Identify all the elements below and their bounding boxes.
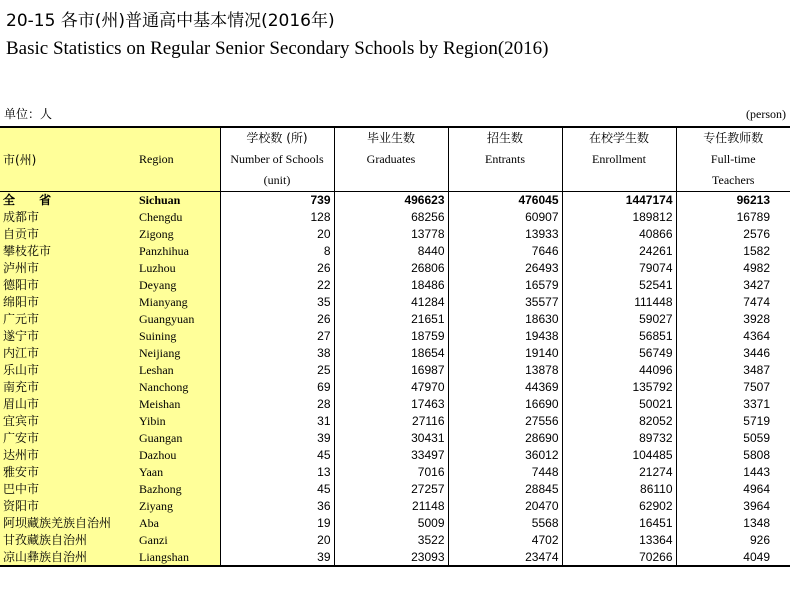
cell-entrants: 20470 (448, 498, 562, 515)
cell-teachers: 4964 (676, 481, 790, 498)
cell-schools: 26 (220, 311, 334, 328)
cell-teachers: 3487 (676, 362, 790, 379)
cell-graduates: 27116 (334, 413, 448, 430)
cell-teachers: 3928 (676, 311, 790, 328)
table-row (0, 328, 790, 345)
cell-enrollment: 44096 (562, 362, 676, 379)
cell-schools: 22 (220, 277, 334, 294)
cell-entrants: 27556 (448, 413, 562, 430)
cell-entrants: 16579 (448, 277, 562, 294)
header-schools-unit: (unit) (263, 173, 291, 187)
table-row (0, 549, 790, 566)
cell-region-en: Leshan (136, 362, 220, 379)
cell-enrollment: 56851 (562, 328, 676, 345)
table-row (0, 226, 790, 243)
table-row (0, 379, 790, 396)
header-teachers-en2: Teachers (712, 173, 755, 187)
cell-graduates: 5009 (334, 515, 448, 532)
cell-entrants: 28690 (448, 430, 562, 447)
cell-schools: 45 (220, 447, 334, 464)
cell-entrants: 16690 (448, 396, 562, 413)
cell-city-cn: 遂宁市 (0, 328, 136, 345)
cell-city-cn: 德阳市 (0, 277, 136, 294)
unit-label-en: (person) (746, 107, 786, 121)
cell-region-en: Bazhong (136, 481, 220, 498)
cell-enrollment: 16451 (562, 515, 676, 532)
cell-enrollment: 40866 (562, 226, 676, 243)
cell-region-en: Aba (136, 515, 220, 532)
table-row (0, 209, 790, 226)
cell-enrollment: 56749 (562, 345, 676, 362)
cell-entrants: 13878 (448, 362, 562, 379)
cell-teachers: 5719 (676, 413, 790, 430)
cell-entrants: 7448 (448, 464, 562, 481)
table-row (0, 362, 790, 379)
cell-region-en: Panzhihua (136, 243, 220, 260)
cell-city-cn: 南充市 (0, 379, 136, 396)
cell-graduates: 18486 (334, 277, 448, 294)
cell-enrollment: 59027 (562, 311, 676, 328)
cell-region-en: Ziyang (136, 498, 220, 515)
cell-graduates: 23093 (334, 549, 448, 566)
header-enrollment-en: Enrollment (592, 152, 646, 166)
cell-enrollment: 189812 (562, 209, 676, 226)
cell-graduates: 7016 (334, 464, 448, 481)
table-row (0, 311, 790, 328)
cell-enrollment: 70266 (562, 549, 676, 566)
cell-schools: 25 (220, 362, 334, 379)
cell-region-en: Liangshan (136, 549, 220, 566)
cell-teachers: 16789 (676, 209, 790, 226)
cell-city-cn: 凉山彝族自治州 (0, 549, 136, 566)
cell-schools: 13 (220, 464, 334, 481)
cell-teachers: 3964 (676, 498, 790, 515)
cell-schools: 31 (220, 413, 334, 430)
table-row (0, 277, 790, 294)
header-schools-en: Number of Schools (230, 152, 324, 166)
table-row (0, 260, 790, 277)
cell-city-cn: 宜宾市 (0, 413, 136, 430)
cell-region-en: Yaan (136, 464, 220, 481)
table-body (0, 192, 790, 566)
cell-teachers: 5059 (676, 430, 790, 447)
cell-schools: 19 (220, 515, 334, 532)
table-row (0, 498, 790, 515)
table-header (0, 127, 790, 192)
cell-schools: 28 (220, 396, 334, 413)
cell-schools: 45 (220, 481, 334, 498)
cell-graduates: 21148 (334, 498, 448, 515)
cell-graduates: 33497 (334, 447, 448, 464)
table-row (0, 481, 790, 498)
cell-teachers: 4982 (676, 260, 790, 277)
cell-city-cn: 全 省 (0, 192, 136, 209)
cell-teachers: 1443 (676, 464, 790, 481)
cell-city-cn: 成都市 (0, 209, 136, 226)
cell-schools: 8 (220, 243, 334, 260)
cell-graduates: 17463 (334, 396, 448, 413)
cell-schools: 20 (220, 226, 334, 243)
cell-schools: 69 (220, 379, 334, 396)
cell-entrants: 28845 (448, 481, 562, 498)
cell-graduates: 41284 (334, 294, 448, 311)
table-row (0, 396, 790, 413)
cell-region-en: Yibin (136, 413, 220, 430)
cell-region-en: Chengdu (136, 209, 220, 226)
cell-enrollment: 111448 (562, 294, 676, 311)
cell-entrants: 19140 (448, 345, 562, 362)
cell-enrollment: 82052 (562, 413, 676, 430)
cell-entrants: 23474 (448, 549, 562, 566)
cell-city-cn: 广安市 (0, 430, 136, 447)
cell-teachers: 1348 (676, 515, 790, 532)
header-schools (220, 127, 334, 192)
cell-enrollment: 86110 (562, 481, 676, 498)
header-entrants-en: Entrants (485, 152, 525, 166)
cell-schools: 35 (220, 294, 334, 311)
cell-schools: 39 (220, 549, 334, 566)
cell-graduates: 27257 (334, 481, 448, 498)
cell-teachers: 96213 (676, 192, 790, 209)
table-row (0, 532, 790, 549)
cell-schools: 739 (220, 192, 334, 209)
cell-teachers: 3446 (676, 345, 790, 362)
header-teachers-en1: Full-time (710, 152, 756, 166)
cell-region-en: Nanchong (136, 379, 220, 396)
cell-city-cn: 泸州市 (0, 260, 136, 277)
cell-city-cn: 自贡市 (0, 226, 136, 243)
cell-region-en: Luzhou (136, 260, 220, 277)
cell-entrants: 13933 (448, 226, 562, 243)
header-entrants (448, 127, 562, 192)
cell-schools: 27 (220, 328, 334, 345)
table-row-total (0, 192, 790, 209)
cell-teachers: 1582 (676, 243, 790, 260)
cell-entrants: 7646 (448, 243, 562, 260)
cell-entrants: 5568 (448, 515, 562, 532)
table-row (0, 430, 790, 447)
cell-teachers: 926 (676, 532, 790, 549)
cell-graduates: 18759 (334, 328, 448, 345)
cell-teachers: 5808 (676, 447, 790, 464)
cell-teachers: 4364 (676, 328, 790, 345)
cell-city-cn: 乐山市 (0, 362, 136, 379)
cell-graduates: 68256 (334, 209, 448, 226)
table-row (0, 345, 790, 362)
cell-city-cn: 资阳市 (0, 498, 136, 515)
table-row (0, 447, 790, 464)
table-row (0, 243, 790, 260)
cell-entrants: 60907 (448, 209, 562, 226)
cell-entrants: 44369 (448, 379, 562, 396)
cell-schools: 128 (220, 209, 334, 226)
statistics-table (0, 126, 790, 567)
cell-city-cn: 攀枝花市 (0, 243, 136, 260)
header-graduates-en: Graduates (366, 152, 416, 166)
cell-region-en: Sichuan (136, 192, 220, 209)
cell-region-en: Suining (136, 328, 220, 345)
cell-enrollment: 50021 (562, 396, 676, 413)
cell-entrants: 18630 (448, 311, 562, 328)
cell-graduates: 8440 (334, 243, 448, 260)
cell-teachers: 7474 (676, 294, 790, 311)
cell-city-cn: 巴中市 (0, 481, 136, 498)
cell-entrants: 19438 (448, 328, 562, 345)
cell-entrants: 476045 (448, 192, 562, 209)
header-enrollment (562, 127, 676, 192)
cell-graduates: 30431 (334, 430, 448, 447)
cell-entrants: 35577 (448, 294, 562, 311)
cell-region-en: Meishan (136, 396, 220, 413)
header-entrants-cn: 招生数 (486, 131, 523, 145)
table-row (0, 413, 790, 430)
cell-schools: 38 (220, 345, 334, 362)
table-row (0, 294, 790, 311)
cell-schools: 26 (220, 260, 334, 277)
cell-enrollment: 52541 (562, 277, 676, 294)
header-teachers (676, 127, 790, 192)
cell-entrants: 36012 (448, 447, 562, 464)
cell-teachers: 3427 (676, 277, 790, 294)
cell-region-en: Neijiang (136, 345, 220, 362)
cell-city-cn: 甘孜藏族自治州 (0, 532, 136, 549)
cell-region-en: Mianyang (136, 294, 220, 311)
cell-city-cn: 雅安市 (0, 464, 136, 481)
cell-region-en: Zigong (136, 226, 220, 243)
cell-graduates: 47970 (334, 379, 448, 396)
table-row (0, 515, 790, 532)
cell-region-en: Deyang (136, 277, 220, 294)
cell-entrants: 4702 (448, 532, 562, 549)
cell-city-cn: 眉山市 (0, 396, 136, 413)
cell-city-cn: 绵阳市 (0, 294, 136, 311)
cell-graduates: 496623 (334, 192, 448, 209)
cell-region-en: Dazhou (136, 447, 220, 464)
page-title-cn: 20-15 各市(州)普通高中基本情况(2016年) (6, 11, 335, 31)
cell-enrollment: 24261 (562, 243, 676, 260)
page-title-en: Basic Statistics on Regular Senior Secondary Schools by Region(2016) (6, 38, 549, 59)
cell-region-en: Guangan (136, 430, 220, 447)
cell-schools: 20 (220, 532, 334, 549)
cell-region-en: Guangyuan (136, 311, 220, 328)
header-schools-cn: 学校数 (所) (246, 131, 308, 145)
cell-graduates: 13778 (334, 226, 448, 243)
cell-enrollment: 62902 (562, 498, 676, 515)
cell-graduates: 21651 (334, 311, 448, 328)
cell-teachers: 4049 (676, 549, 790, 566)
cell-enrollment: 13364 (562, 532, 676, 549)
cell-city-cn: 阿坝藏族羌族自治州 (0, 515, 136, 532)
cell-enrollment: 21274 (562, 464, 676, 481)
cell-enrollment: 89732 (562, 430, 676, 447)
cell-enrollment: 1447174 (562, 192, 676, 209)
cell-teachers: 7507 (676, 379, 790, 396)
cell-teachers: 2576 (676, 226, 790, 243)
cell-teachers: 3371 (676, 396, 790, 413)
cell-enrollment: 79074 (562, 260, 676, 277)
cell-schools: 36 (220, 498, 334, 515)
cell-enrollment: 104485 (562, 447, 676, 464)
header-teachers-cn: 专任教师数 (703, 131, 764, 145)
cell-city-cn: 达州市 (0, 447, 136, 464)
cell-graduates: 16987 (334, 362, 448, 379)
table-row (0, 464, 790, 481)
header-region-en: Region (136, 127, 220, 192)
cell-region-en: Ganzi (136, 532, 220, 549)
cell-schools: 39 (220, 430, 334, 447)
header-graduates (334, 127, 448, 192)
cell-graduates: 18654 (334, 345, 448, 362)
cell-city-cn: 内江市 (0, 345, 136, 362)
cell-city-cn: 广元市 (0, 311, 136, 328)
unit-label-cn: 单位：人 (4, 107, 53, 121)
header-graduates-cn: 毕业生数 (366, 131, 415, 145)
cell-enrollment: 135792 (562, 379, 676, 396)
header-city-cn: 市(州) (0, 127, 136, 192)
cell-entrants: 26493 (448, 260, 562, 277)
header-enrollment-cn: 在校学生数 (588, 131, 649, 145)
cell-graduates: 3522 (334, 532, 448, 549)
cell-graduates: 26806 (334, 260, 448, 277)
